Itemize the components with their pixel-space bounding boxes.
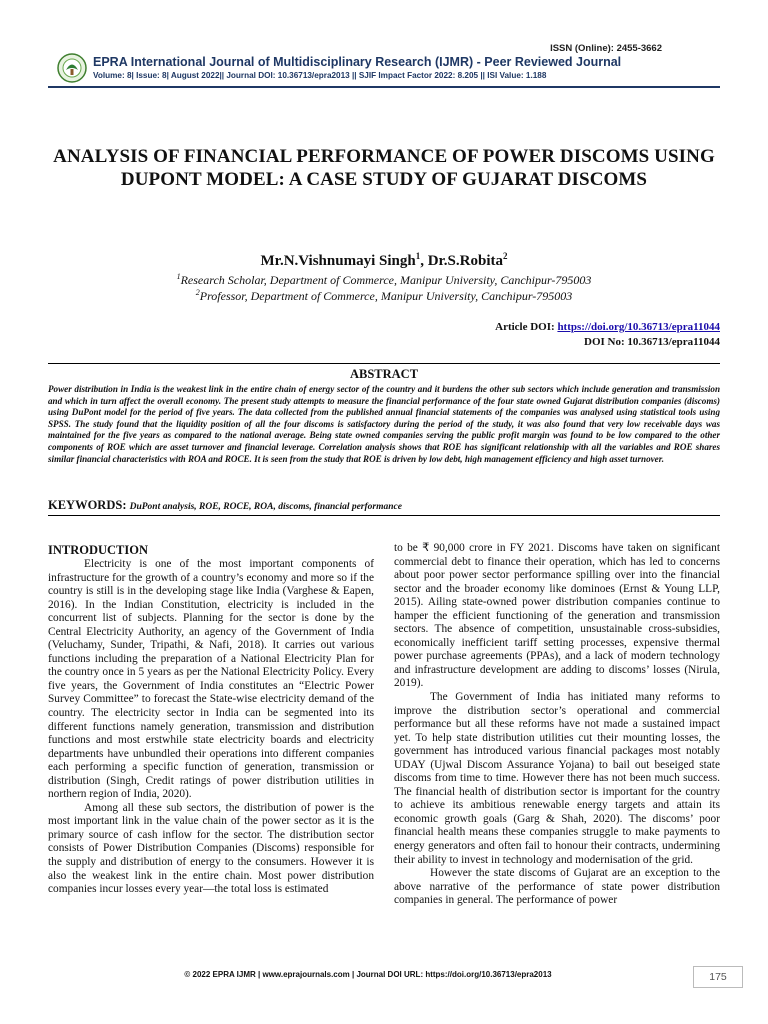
author-1: Mr.N.Vishnumayi Singh xyxy=(260,253,416,269)
abstract-bottom-divider xyxy=(48,515,720,516)
author-separator: , xyxy=(420,253,428,269)
affiliation-2-text: Professor, Department of Commerce, Manipur University, Canchipur-795003 xyxy=(199,289,573,303)
peer-reviewed-label: - Peer Reviewed Journal xyxy=(473,55,622,69)
affiliation-2-sup: 2 xyxy=(195,288,200,297)
paragraph: Among all these sub sectors, the distribution of power is the most important link in the value chain of the power sector as it is the primary source of cash inflow for the sector. The distribution sector consists of Power Distribution Companies (Discoms) responsible for the supply and distribution of energy to the consumers. However it is also the weakest link in the entire chain. Most power distribution companies incur losses every year—the total loss is estimated xyxy=(48,801,374,896)
article-doi-label: Article DOI: xyxy=(495,321,558,333)
affiliation-1 xyxy=(48,272,720,288)
abstract-text: Power distribution in India is the weakest link in the entire chain of energy sector of the country and it burdens the other sub sectors which include generation and transmission and which in turn affect the overall economy. The present study attempts to measure the financial performance of the four state owned Gujarat distribution companies (discoms) using DuPont model for the period of five years. The data collected from the published annual financial statements of the companies was analysed using statistical tools using SPSS. The study found that the liquidity position of all the four discoms is satisfactory during the period of the study, it was also found that very low receivable days was maintained for the five years as compared to the national average. Being state owned companies serving the public profit margin was found to be low compared to the other components of ROE which are asset turnover and financial leverage. Correlation analysis shows that ROE has significant relationship with all the variables and ROE shares similar financial characteristics with ROA and ROCE. It is seen from the study that ROE is driven by low debt, high management efficiency and high asset turnover. xyxy=(48,384,720,464)
doi-number: DOI No: 10.36713/epra11044 xyxy=(584,336,720,348)
paragraph: Electricity is one of the most important components of infrastructure for the growth of a country’s economy and more so if the country is still is in the developing stage like India (Varghese & Eapen, 2016). In the Indian Constitution, electricity is included in the concurrent list of subjects. Planning for the sector is done by the Central Electricity Authority, an agency of the Government of India (Veluchamy, Sunder, Tripathi, & Nafi, 2018). It carries out various functions including the preparation of a National Electricity Plan for the country once in 5 years as per the National Electricity Policy. Every five years, the Government of India constitutes an “Electric Power Survey Committee” to forecast the State-wise electricity demand of the country. The electricity sector in India can be segmented into its different functions namely generation, transmission and distribution functions and most erstwhile state electricity boards and electricity departments have unbundled their operations into different companies each performing a specific function of generation, transmission or distribution (Singh, Credit ratings of power distribution utilities in northern region of India, 2020). xyxy=(48,558,374,801)
keywords-text: DuPont analysis, ROE, ROCE, ROA, discoms, financial performance xyxy=(129,502,402,512)
author-2-sup: 2 xyxy=(502,251,508,261)
abstract-top-divider xyxy=(48,363,720,364)
footer-text: © 2022 EPRA IJMR | www.eprajournals.com | Journal DOI URL: https://doi.org/10.36713/epra2013 xyxy=(184,970,552,979)
journal-meta: Volume: 8| Issue: 8| August 2022|| Journal DOI: 10.36713/epra2013 || SJIF Impact Factor 2022: 8.205 || ISI Value: 1.188 xyxy=(93,71,547,80)
paper-title: ANALYSIS OF FINANCIAL PERFORMANCE OF POWER DISCOMS USING DUPONT MODEL: A CASE STUDY OF GUJARAT DISCOMS xyxy=(53,146,715,190)
paragraph: However the state discoms of Gujarat are an exception to the above narrative of the performance of state power distribution companies in general. The performance of power xyxy=(394,867,720,907)
header-divider xyxy=(48,86,720,88)
introduction-heading: INTRODUCTION xyxy=(48,543,149,557)
paragraph: The Government of India has initiated many reforms to improve the distribution sector’s operational and commercial performance but all these reforms have not made a sustained impact yet. To help state distribution utilities cut their mounting losses, the government has introduced various financial packages most notably UDAY (Ujwal Discom Assurance Yojana) to bail out beseiged state discoms from time to time. However there has not been much success. The financial health of distribution sector is important for the country to achieve its ambitious renewable energy targets and attain its economic growth goals (Garg & Shah, 2020). The discoms’ poor financial health means these companies struggle to make payments to energy generators and often fail to honour their contracts, undermining their ability to invest in technology and modernisation of the grid. xyxy=(394,691,720,866)
journal-name xyxy=(93,55,621,69)
abstract-heading: ABSTRACT xyxy=(349,367,419,381)
author-1-sup: 1 xyxy=(415,251,421,261)
issn-label: ISSN (Online): 2455-3662 xyxy=(550,43,662,54)
article-doi-link[interactable]: https://doi.org/10.36713/epra11044 xyxy=(557,321,720,333)
left-column xyxy=(48,542,374,897)
right-column xyxy=(394,542,720,908)
affiliation-1-text: Research Scholar, Department of Commerce, Manipur University, Canchipur-795003 xyxy=(180,273,592,287)
doi-block xyxy=(495,320,720,350)
affiliation-2 xyxy=(48,288,720,304)
keywords-label: KEYWORDS: xyxy=(48,498,130,512)
authors xyxy=(48,251,720,270)
page-number: 175 xyxy=(693,966,743,988)
paragraph: to be ₹ 90,000 crore in FY 2021. Discoms have taken on significant commercial debt to finance their operation, which has led to concerns about poor power sector performance spilling over into the financial sector and the broader economy like dominoes (Ernst & Young LLP, 2015). Ailing state-owned power distribution companies continue to hamper the efficient functioning of the generation and transmission sectors. The absence of competition, unsustainable cross-subsidies, economically inefficient tariff setting processes, expensive thermal power purchase agreements (PPAs), and a lack of modern technology and infrastructure development are adding to discoms’ losses (Nirula, 2019). xyxy=(394,542,720,690)
keywords xyxy=(48,498,720,513)
journal-name-text: EPRA International Journal of Multidisciplinary Research (IJMR) xyxy=(93,55,474,69)
journal-logo-icon xyxy=(57,53,87,83)
article-doi xyxy=(495,320,720,335)
affiliation-1-sup: 1 xyxy=(176,272,181,281)
author-2: Dr.S.Robita xyxy=(427,253,503,269)
